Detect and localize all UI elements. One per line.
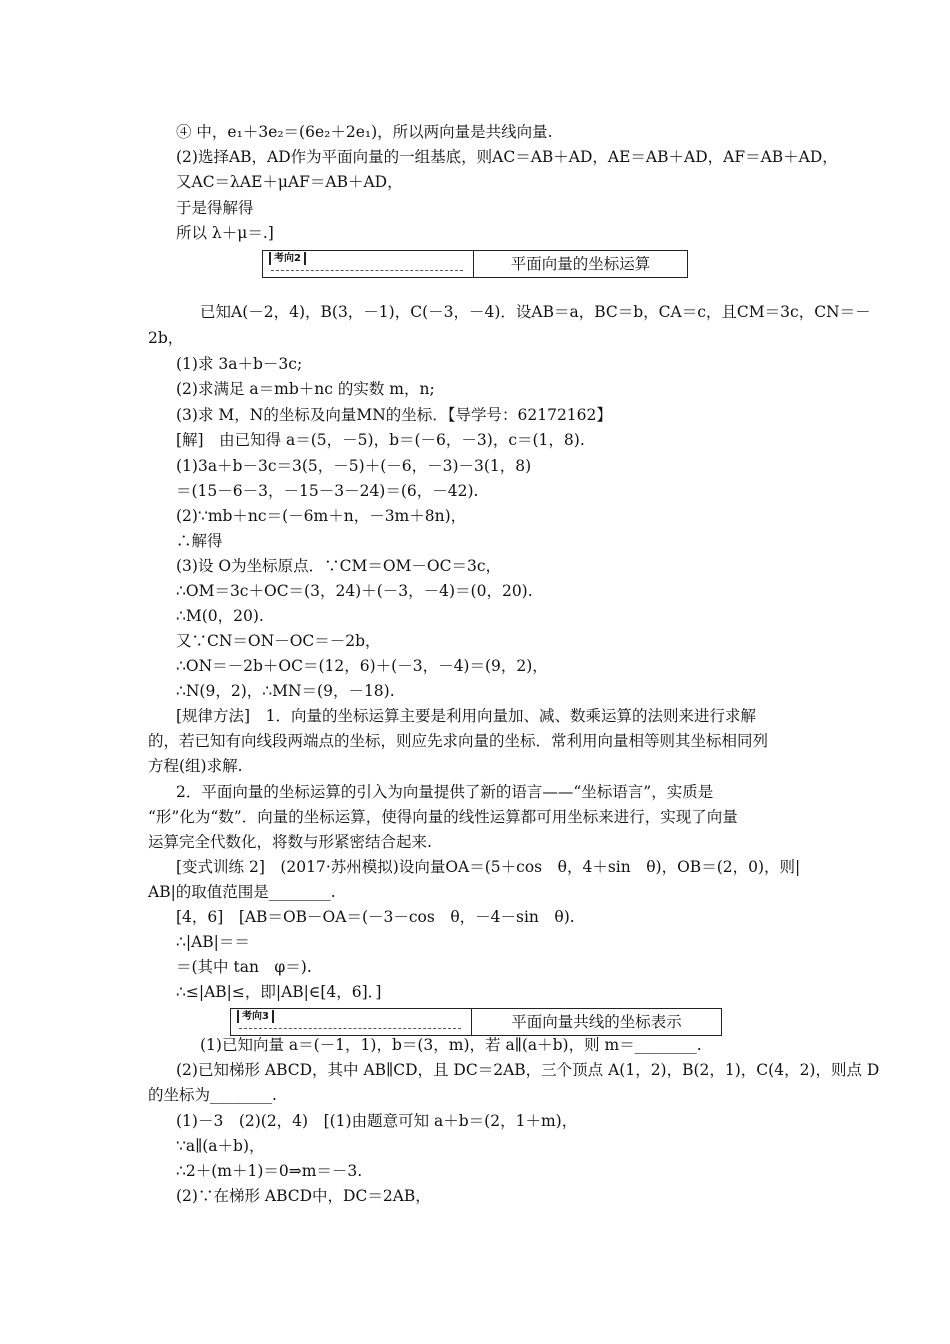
text-line: [解] 由已知得 a＝(5，－5)，b＝(－6，－3)，c＝(1，8). — [176, 431, 585, 449]
text-line: (1)求 3a＋b－3c; — [176, 355, 303, 373]
text-line: (2)已知梯形 ABCD，其中 AB∥CD，且 DC＝2AB，三个顶点 A(1，2)，B(2，1)，C(4，2)，则点 D — [176, 1061, 880, 1079]
text-line: ∴N(9，2)，∴MN＝(9，－18). — [176, 682, 395, 700]
text-line: ∴ON＝－2b＋OC＝(12，6)＋(－3，－4)＝(9，2)， — [176, 657, 548, 675]
text-line: ∴|AB|＝＝ — [176, 933, 250, 951]
dashed-rule — [271, 270, 463, 271]
banner-title: 平面向量共线的坐标表示 — [511, 1013, 682, 1031]
banner-title: 平面向量的坐标运算 — [510, 255, 651, 273]
text-line: ∴M(0，20). — [176, 607, 264, 625]
text-line: 2．平面向量的坐标运算的引入为向量提供了新的语言——“坐标语言”，实质是 — [176, 783, 714, 801]
text-line: (2)选择AB，AD作为平面向量的一组基底，则AC＝AB＋AD，AE＝AB＋AD，AF＝AB＋AD， — [176, 148, 838, 166]
text-line: 所以 λ＋μ＝.] — [176, 224, 274, 242]
banner-tag-cell — [263, 251, 474, 277]
text-line: ∴≤|AB|≤，即|AB|∈[4，6]．] — [176, 983, 382, 1001]
banner-tag: 考向3 — [237, 1010, 274, 1023]
banner-tag-cell — [231, 1009, 472, 1035]
text-line: (1)已知向量 a＝(－1，1)，b＝(3，m)，若 a∥(a＋b)，则 m＝________. — [200, 1036, 702, 1054]
section-banner — [262, 250, 688, 278]
text-line: ∴2＋(m＋1)＝0⇒m＝－3. — [176, 1162, 363, 1180]
text-line: 又AC＝λAE＋μAF＝AB＋AD， — [176, 173, 403, 191]
text-line: ∴OM＝3c＋OC＝(3，24)＋(－3，－4)＝(0，20). — [176, 582, 533, 600]
text-line: ∴解得 — [176, 532, 223, 550]
text-line: (1)－3 (2)(2，4) [(1)由题意可知 a＋b＝(2，1＋m)， — [176, 1112, 578, 1130]
text-line: 已知A(－2，4)，B(3，－1)，C(－3，－4)．设AB＝a，BC＝b，CA＝c，且CM＝3c，CN＝－ — [200, 303, 871, 321]
text-line: (3)设 O为坐标原点．∵CM＝OM－OC＝3c， — [176, 557, 502, 575]
text-line: ∵a∥(a＋b)， — [176, 1137, 265, 1155]
text-line: 2b， — [148, 329, 184, 347]
text-line: [4，6] [AB＝OB－OA＝(－3－cos θ，－4－sin θ). — [176, 908, 575, 926]
text-line: (2)∵在梯形 ABCD中，DC＝2AB， — [176, 1187, 431, 1205]
text-line: (2)∵mb＋nc＝(－6m＋n，－3m＋8n)， — [176, 507, 467, 525]
text-line: ④ 中，e₁＋3e₂＝(6e₂＋2e₁)，所以两向量是共线向量. — [176, 123, 553, 141]
text-line: “形”化为“数”．向量的坐标运算，使得向量的线性运算都可用坐标来进行，实现了向量 — [148, 808, 738, 826]
text-line: 的坐标为________. — [148, 1086, 277, 1104]
text-line: 又∵CN＝ON－OC＝－2b， — [176, 632, 381, 650]
text-line: (1)3a＋b－3c＝3(5，－5)＋(－6，－3)－3(1，8) — [176, 457, 532, 475]
text-line: 运算完全代数化，将数与形紧密结合起来. — [148, 833, 432, 851]
dashed-rule — [239, 1028, 461, 1029]
text-line: AB|的取值范围是________. — [148, 883, 336, 901]
text-line: (3)求 M，N的坐标及向量MN的坐标．【导学号：62172162】 — [176, 406, 612, 424]
text-line: (2)求满足 a＝mb＋nc 的实数 m，n; — [176, 380, 435, 398]
text-line: 的，若已知有向线段两端点的坐标，则应先求向量的坐标．常利用向量相等则其坐标相同列 — [148, 732, 769, 750]
text-line: [变式训练 2] (2017·苏州模拟)设向量OA＝(5＋cos θ，4＋sin θ)，OB＝(2，0)，则| — [176, 858, 801, 876]
text-line: ＝(其中 tan φ＝). — [176, 958, 312, 976]
banner-tag: 考向2 — [269, 252, 306, 265]
section-banner — [230, 1008, 722, 1036]
text-line: 方程(组)求解. — [148, 757, 243, 775]
text-line: [规律方法] 1．向量的坐标运算主要是利用向量加、减、数乘运算的法则来进行求解 — [176, 707, 756, 725]
text-line: 于是得解得 — [176, 199, 254, 217]
text-line: ＝(15－6－3，－15－3－24)＝(6，－42). — [176, 482, 479, 500]
